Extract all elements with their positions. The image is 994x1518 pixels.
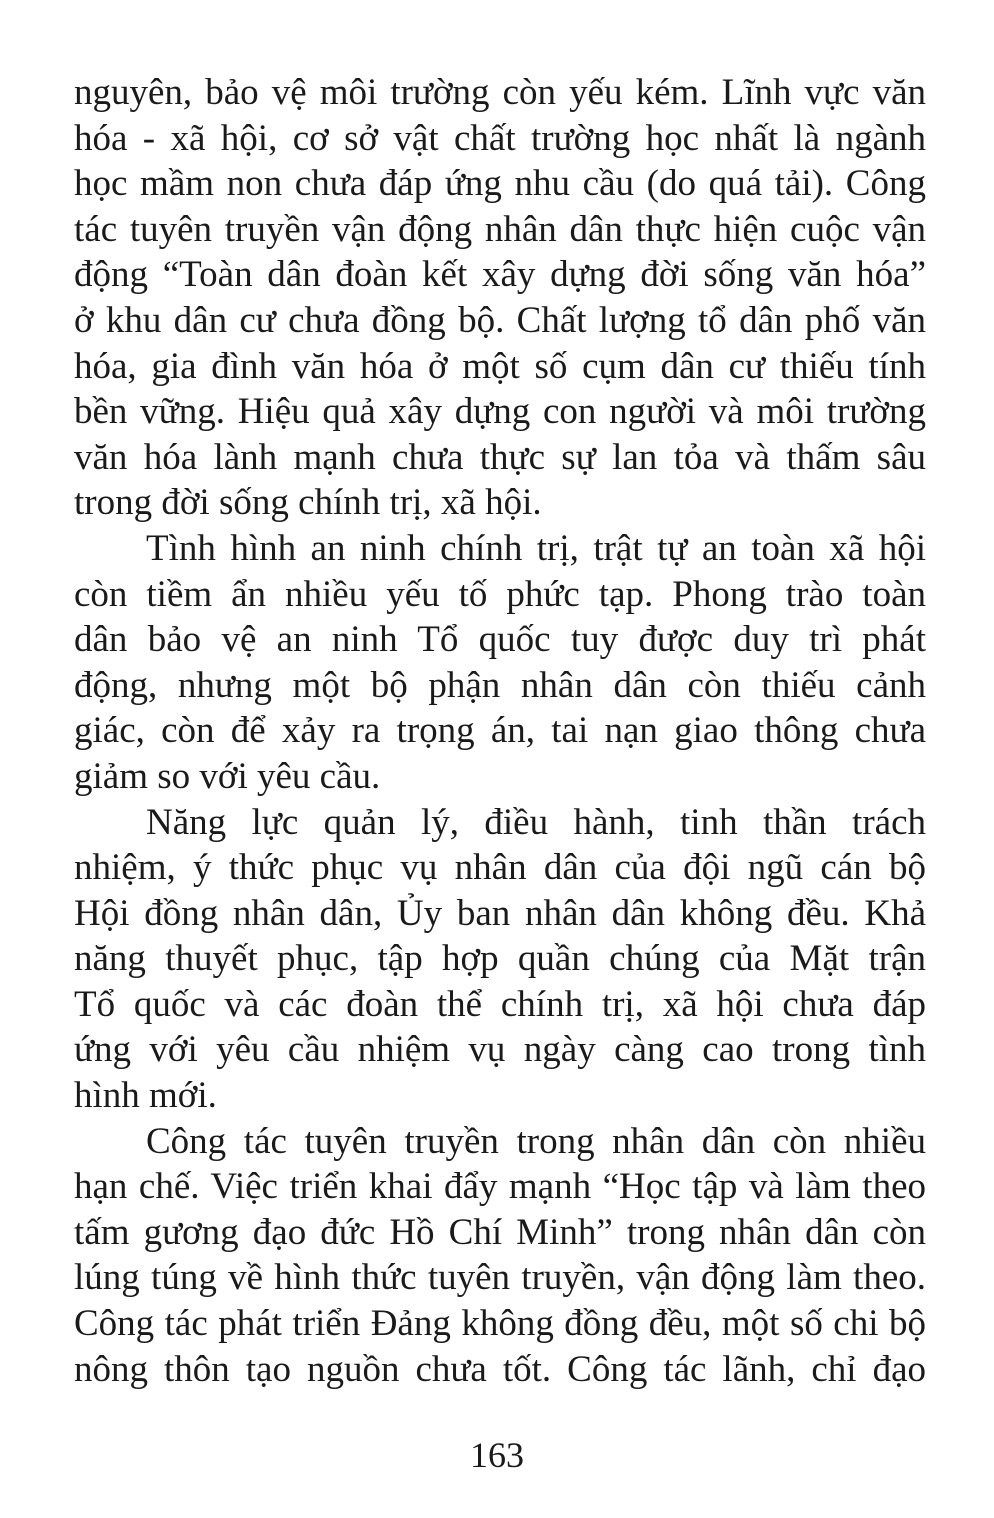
page-number: 163 [470, 1435, 524, 1475]
text-line: nông thôn tạo nguồn chưa tốt. Công tác lãnh, chỉ đạo [74, 1348, 926, 1390]
text-line: tấm gương đạo đức Hồ Chí Minh” trong nhân dân còn [74, 1211, 926, 1253]
text-line: Công tác phát triển Đảng không đồng đều, một số chi bộ [74, 1303, 926, 1345]
text-line: động “Toàn dân đoàn kết xây dựng đời sống văn hóa” [74, 254, 926, 296]
text-line: giác, còn để xảy ra trọng án, tai nạn giao thông chưa [74, 710, 926, 752]
text-line: hình mới. [74, 1075, 217, 1117]
text-line: Năng lực quản lý, điều hành, tinh thần trách [146, 801, 926, 843]
text-line: nhiệm, ý thức phục vụ nhân dân của đội ngũ cán bộ [74, 847, 926, 889]
text-line: tác tuyên truyền vận động nhân dân thực hiện cuộc vận [74, 208, 926, 250]
text-line: năng thuyết phục, tập hợp quần chúng của Mặt trận [74, 938, 926, 980]
text-line: hóa, gia đình văn hóa ở một số cụm dân cư thiếu tính [74, 345, 926, 387]
text-line: Công tác tuyên truyền trong nhân dân còn nhiều [146, 1120, 926, 1162]
text-line: giảm so với yêu cầu. [74, 755, 381, 797]
text-line: ứng với yêu cầu nhiệm vụ ngày càng cao trong tình [74, 1029, 926, 1071]
text-line: Tổ quốc và các đoàn thể chính trị, xã hội chưa đáp [74, 983, 926, 1025]
body-text [74, 70, 926, 1392]
text-line: nguyên, bảo vệ môi trường còn yếu kém. Lĩnh vực văn [74, 72, 926, 113]
text-line: hạn chế. Việc triển khai đẩy mạnh “Học tập và làm theo [74, 1166, 926, 1208]
text-line: hóa - xã hội, cơ sở vật chất trường học nhất là ngành [74, 117, 926, 159]
text-line: bền vững. Hiệu quả xây dựng con người và môi trường [74, 391, 926, 433]
text-line: động, nhưng một bộ phận nhân dân còn thiếu cảnh [74, 664, 926, 706]
text-line: ở khu dân cư chưa đồng bộ. Chất lượng tổ dân phố văn [74, 299, 926, 341]
text-line: trong đời sống chính trị, xã hội. [74, 482, 542, 524]
text-line: văn hóa lành mạnh chưa thực sự lan tỏa và thấm sâu [74, 436, 926, 478]
text-line: còn tiềm ẩn nhiều yếu tố phức tạp. Phong trào toàn [74, 573, 926, 615]
text-line: Tình hình an ninh chính trị, trật tự an toàn xã hội [146, 527, 926, 569]
text-line: dân bảo vệ an ninh Tổ quốc tuy được duy trì phát [74, 619, 926, 661]
text-line: lúng túng về hình thức tuyên truyền, vận động làm theo. [74, 1257, 926, 1299]
text-line: Hội đồng nhân dân, Ủy ban nhân dân không đều. Khả [74, 892, 926, 934]
text-line: học mầm non chưa đáp ứng nhu cầu (do quá tải). Công [74, 163, 926, 205]
